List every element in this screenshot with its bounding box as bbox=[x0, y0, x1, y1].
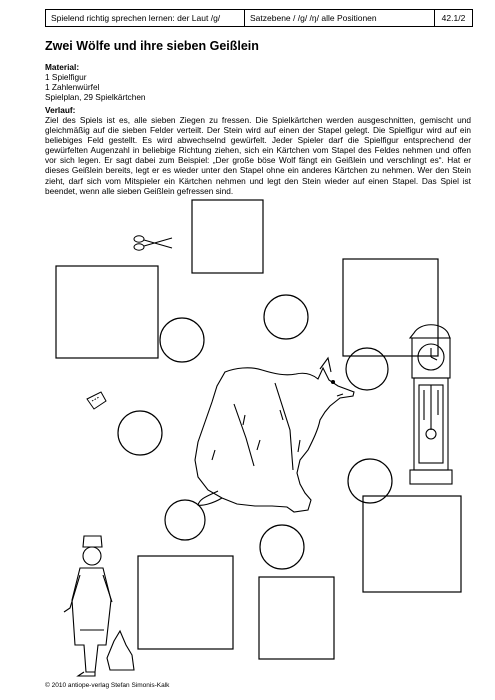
board-circle-field bbox=[264, 295, 308, 339]
procedure-text: Ziel des Spiels ist es, alle sieben Ziegen zu fressen. Die Spielkärtchen werden ausgeschnitten, gemischt und gleichmäßig auf die sieben Felder verteilt. Der Stein wird auf einen der Stapel gelegt. Die Spielfigur wird auf ein beliebiges Feld gestellt. Es wird abwechselnd gewürfelt. Jeder Spieler darf die Spielfigur entsprechend der gewürfelten Augenzahl in beliebige Richtung ziehen, sich ein Kärtchen vom Stapel des Feldes nehmen und offen vor sich legen. Er sagt dabei zum Beispiel: „Der große böse Wolf fängt ein Geißlein und verschlingt es“. Hat er dieses Geißlein bereits, legt er es wieder unter den Stapel ohne ein anderes Kärtchen zu nehmen. Wer den Stein zieht, darf sich vom Mitspieler ein Kärtchen nehmen und legt den Stein wieder auf einen Stapel. Das Spiel ist beendet, wenn alle sieben Geißlein gefressen sind. bbox=[45, 115, 471, 196]
header-level: Satzebene / /g/ /ŋ/ alle Positionen bbox=[245, 10, 435, 26]
header-topic: Spielend richtig sprechen lernen: der Laut /g/ bbox=[46, 10, 245, 26]
board-field bbox=[363, 496, 461, 592]
board-field bbox=[259, 577, 334, 659]
board-circle-field bbox=[160, 318, 204, 362]
material-item: 1 Spielfigur bbox=[45, 72, 87, 82]
procedure-heading: Verlauf: bbox=[45, 105, 76, 115]
material-heading: Material: bbox=[45, 62, 80, 72]
board-field bbox=[138, 556, 233, 649]
header-page-number: 42.1/2 bbox=[441, 13, 466, 23]
scissors-icon bbox=[134, 236, 172, 250]
material-item: Spielplan, 29 Spielkärtchen bbox=[45, 92, 146, 102]
stone-icon bbox=[87, 392, 106, 409]
board-circle-field bbox=[118, 411, 162, 455]
copyright-footer: © 2010 antiope-verlag Stefan Simonis-Kalk bbox=[45, 682, 170, 689]
baker-illustration bbox=[64, 536, 134, 676]
board-circle-field bbox=[346, 348, 388, 390]
board-field bbox=[56, 266, 158, 358]
page-title: Zwei Wölfe und ihre sieben Geißlein bbox=[45, 39, 259, 53]
board-circle-field bbox=[260, 525, 304, 569]
board-field bbox=[192, 200, 263, 273]
grandfather-clock-illustration bbox=[410, 325, 452, 484]
board-circle-field bbox=[165, 500, 205, 540]
material-item: 1 Zahlenwürfel bbox=[45, 82, 100, 92]
board-field bbox=[343, 259, 438, 356]
wolf-illustration bbox=[195, 358, 354, 512]
